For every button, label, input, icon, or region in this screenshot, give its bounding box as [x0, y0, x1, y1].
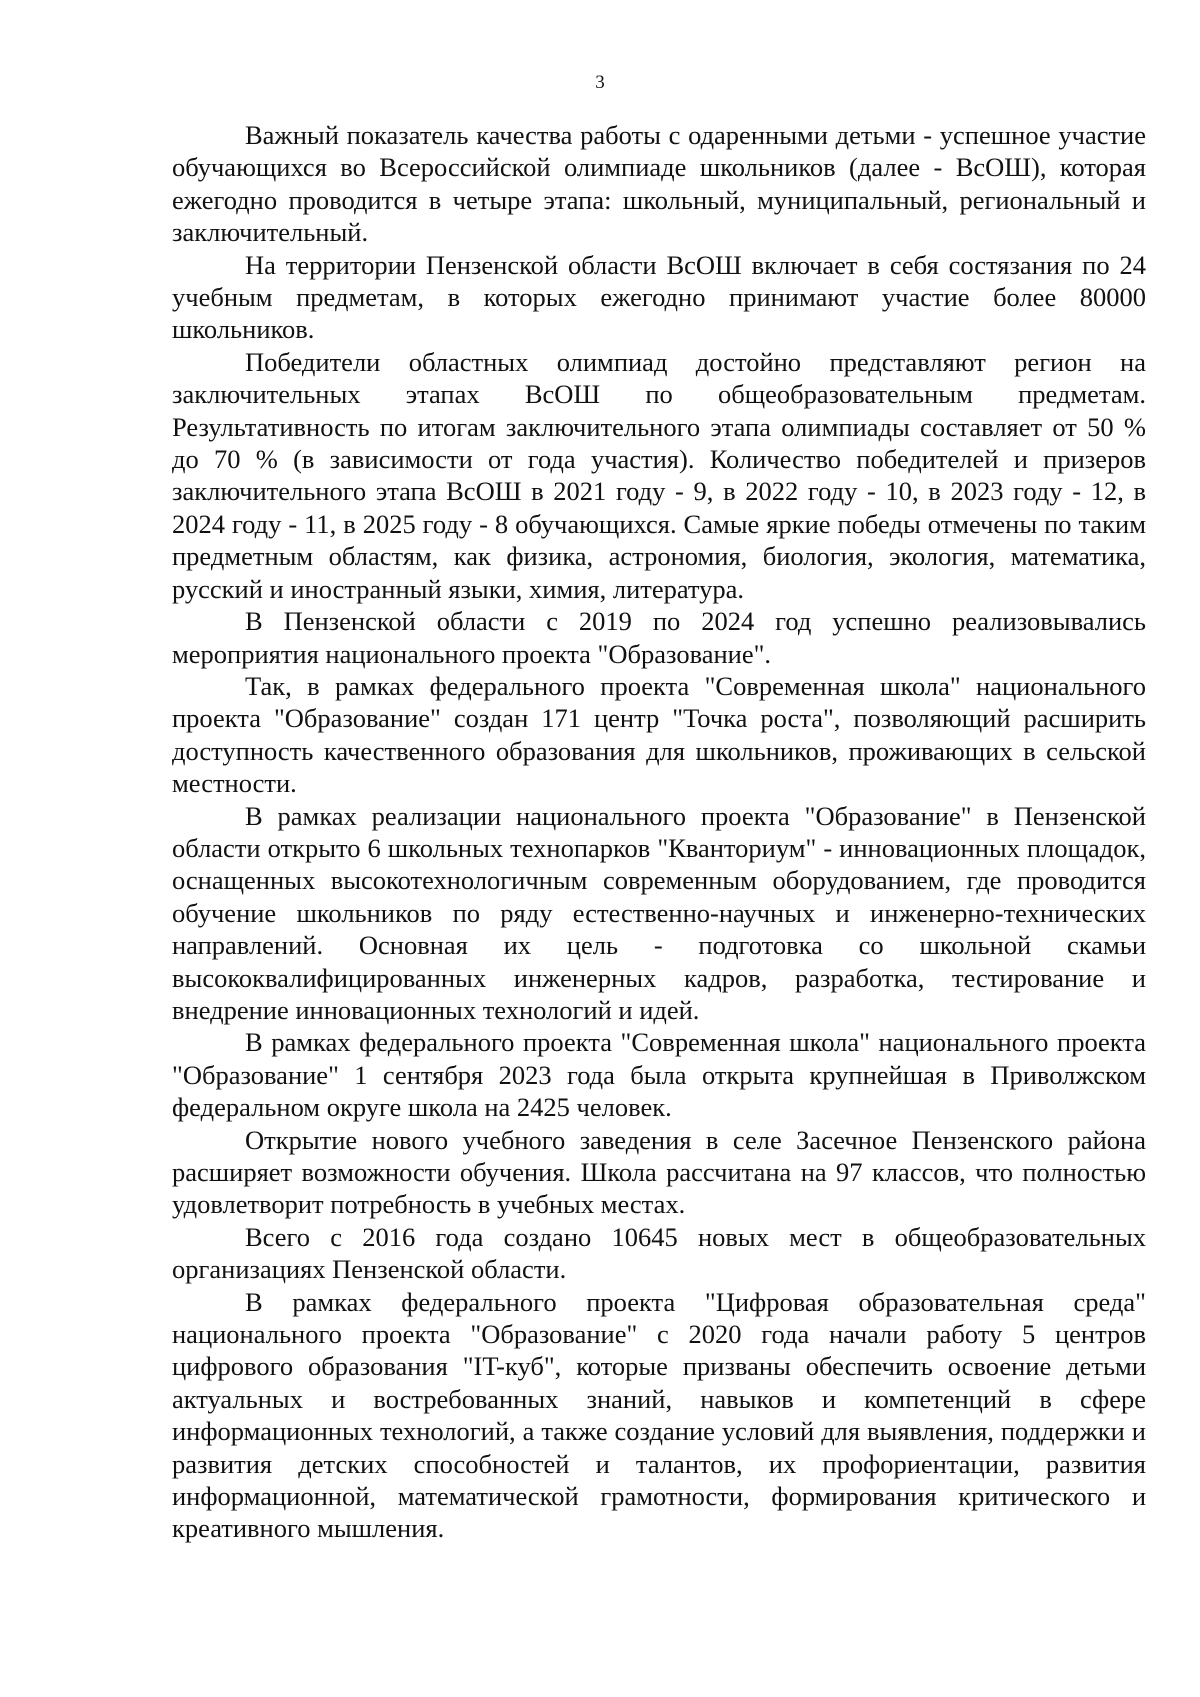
- paragraph-largest-school: В рамках федерального проекта "Современная школа" национального проекта "Образование" 1 сентября 2023 года была открыта крупнейшая в Приволжском федеральном округе школа на 2425 человек.: [172, 1027, 1146, 1123]
- paragraph-olympiad-indicator: Важный показатель качества работы с одаренными детьми - успешное участие обучающихся во Всероссийской олимпиаде школьников (далее - ВсОШ), которая ежегодно проводится в четыре этапа: школьный, муниципальный, региональный и заключительный.: [172, 120, 1146, 248]
- paragraph-kvantorium: В рамках реализации национального проекта "Образование" в Пензенской области открыто 6 школьных технопарков "Кванториум" - инновационных площадок, оснащенных высокотехнологичным современным оборудованием, где проводится обучение школьников по ряду естественно-научных и инженерно-технических направлений. Основная их цель - подготовка со школьной скамьи высококвалифицированных инженерных кадров, разработка, тестирование и внедрение инновационных технологий и идей.: [172, 800, 1146, 1025]
- paragraph-olympiad-subjects: На территории Пензенской области ВсОШ включает в себя состязания по 24 учебным предметам, в которых ежегодно принимают участие более 80000 школьников.: [172, 249, 1146, 345]
- page-number: 3: [595, 72, 605, 93]
- paragraph-national-project: В Пензенской области с 2019 по 2024 год успешно реализовывались мероприятия национального проекта "Образование".: [172, 606, 1146, 669]
- paragraph-zasechnoe-school: Открытие нового учебного заведения в селе Засечное Пензенского района расширяет возможности обучения. Школа рассчитана на 97 классов, что полностью удовлетворит потребность в учебных местах.: [172, 1124, 1146, 1220]
- paragraph-it-cube: В рамках федерального проекта "Цифровая образовательная среда" национального проекта "Образование" с 2020 года начали работу 5 центров цифрового образования "IT-куб", которые призваны обеспечить освоение детьми актуальных и востребованных знаний, навыков и компетенций в сфере информационных технологий, а также создание условий для выявления, поддержки и развития детских способностей и талантов, их профориентации, развития информационной, математической грамотности, формирования критического и креативного мышления.: [172, 1286, 1146, 1544]
- paragraph-olympiad-winners: Победители областных олимпиад достойно представляют регион на заключительных этапах ВсОШ по общеобразовательным предметам. Результативность по итогам заключительного этапа олимпиады составляет от 50 % до 70 % (в зависимости от года участия). Количество победителей и призеров заключительного этапа ВсОШ в 2021 году - 9, в 2022 году - 10, в 2023 году - 12, в 2024 году - 11, в 2025 году - 8 обучающихся. Самые яркие победы отмечены по таким предметным областям, как физика, астрономия, биология, экология, математика, русский и иностранный языки, химия, литература.: [172, 346, 1146, 604]
- paragraph-growth-points: Так, в рамках федерального проекта "Современная школа" национального проекта "Образование" создан 171 центр "Точка роста", позволяющий расширить доступность качественного образования для школьников, проживающих в сельской местности.: [172, 670, 1146, 799]
- document-body: [172, 119, 1146, 1545]
- paragraph-new-places: Всего с 2016 года создано 10645 новых мест в общеобразовательных организациях Пензенской области.: [172, 1221, 1146, 1285]
